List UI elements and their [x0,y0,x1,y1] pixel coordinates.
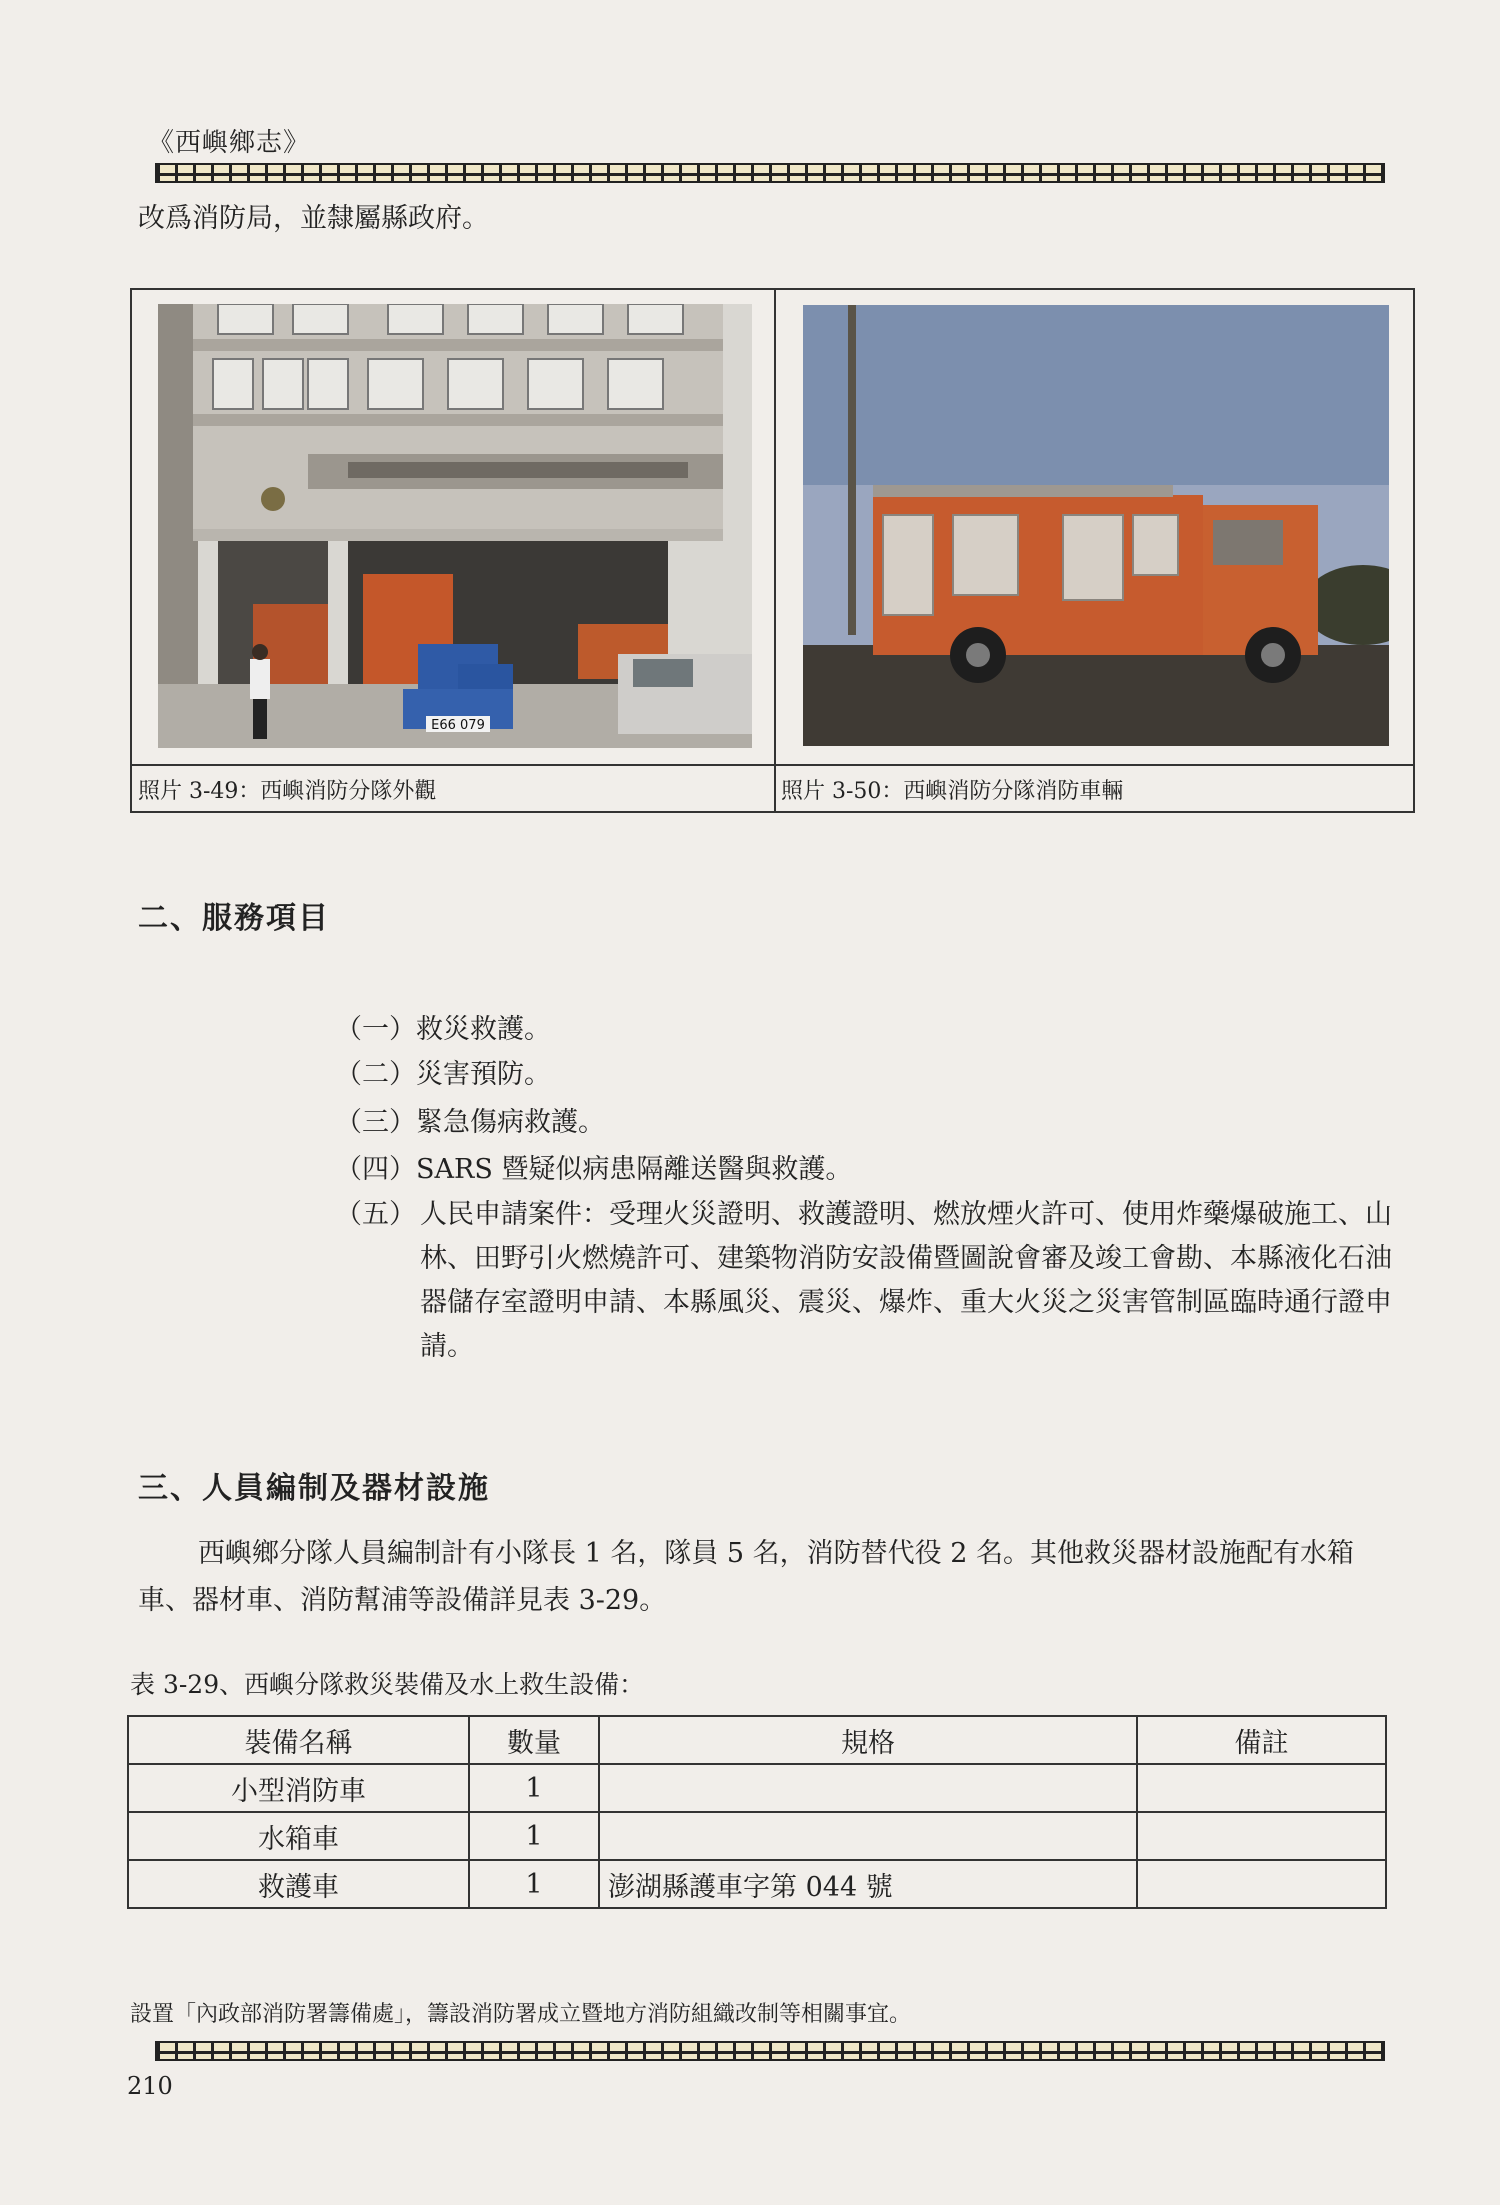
list-item-text: 救災救護。 [416,1014,551,1045]
column-header-quantity: 數量 [469,1716,599,1764]
table-cell: 1 [469,1860,599,1908]
list-item-text: SARS 暨疑似病患隔離送醫與救護。 [416,1154,853,1185]
footnote: 設置「內政部消防署籌備處」，籌設消防署成立暨地方消防組織改制等相關事宜。 [130,2002,912,2027]
photo-caption-rule [130,764,1415,766]
table-cell: 澎湖縣護車字第 044 號 [599,1860,1137,1908]
fire-station-photo [158,304,752,748]
table-cell: 救護車 [128,1860,469,1908]
section-title-staffing: 三、人員編制及器材設施 [138,1471,490,1506]
table-cell: 水箱車 [128,1812,469,1860]
table-cell [599,1812,1137,1860]
running-header: 《西嶼鄉志》 [148,128,311,158]
list-item-number: （四） [335,1154,416,1185]
page-number: 210 [127,2072,173,2100]
list-item [335,1101,605,1145]
list-item [335,1008,551,1052]
list-item-text: 災害預防。 [416,1059,551,1090]
table-cell: 小型消防車 [128,1764,469,1812]
photo-caption-2: 照片 3-50：西嶼消防分隊消防車輛 [781,779,1124,804]
list-item [335,1053,551,1097]
table-cell: 1 [469,1812,599,1860]
staffing-paragraph: 西嶼鄉分隊人員編制計有小隊長 1 名，隊員 5 名，消防替代役 2 名。其他救災器材設施配有水箱車、器材車、消防幫浦等設備詳見表 3-29。 [138,1538,1355,1616]
list-item-number: （一） [335,1014,416,1045]
list-item-text: 人民申請案件：受理火災證明、救護證明、燃放煙火許可、使用炸藥爆破施工、山林、田野引火燃燒許可、建築物消防安設備暨圖說會審及竣工會勘、本縣液化石油器儲存室證明申請、本縣風災、震災、爆炸、重大火災之災害管制區臨時通行證申請。 [420,1199,1392,1362]
column-header-spec: 規格 [599,1716,1137,1764]
list-item-number: （二） [335,1059,416,1090]
section-title-services: 二、服務項目 [138,901,330,936]
column-header-remarks: 備註 [1137,1716,1386,1764]
table-header-row [128,1716,1386,1764]
intro-line: 改爲消防局，並隸屬縣政府。 [138,203,489,234]
column-header-name: 裝備名稱 [128,1716,469,1764]
table-row [128,1764,1386,1812]
table-cell [1137,1764,1386,1812]
photo-table-divider [774,288,776,813]
table-title: 表 3-29、西嶼分隊救災裝備及水上救生設備： [130,1670,645,1699]
list-item [335,1148,852,1192]
table-cell [1137,1812,1386,1860]
photo-caption-1: 照片 3-49：西嶼消防分隊外觀 [138,779,437,804]
license-plate: E66 079 [431,718,485,733]
table-row [128,1812,1386,1860]
list-item-number: （五） [335,1199,416,1230]
table-cell [599,1764,1137,1812]
list-item-number: （三） [335,1107,416,1138]
table-row [128,1860,1386,1908]
decorative-border-top [155,163,1385,183]
table-cell: 1 [469,1764,599,1812]
fire-truck-photo [803,305,1389,746]
table-cell [1137,1860,1386,1908]
list-item-text: 緊急傷病救護。 [416,1107,605,1138]
decorative-border-bottom [155,2041,1385,2061]
equipment-table [127,1715,1387,1909]
